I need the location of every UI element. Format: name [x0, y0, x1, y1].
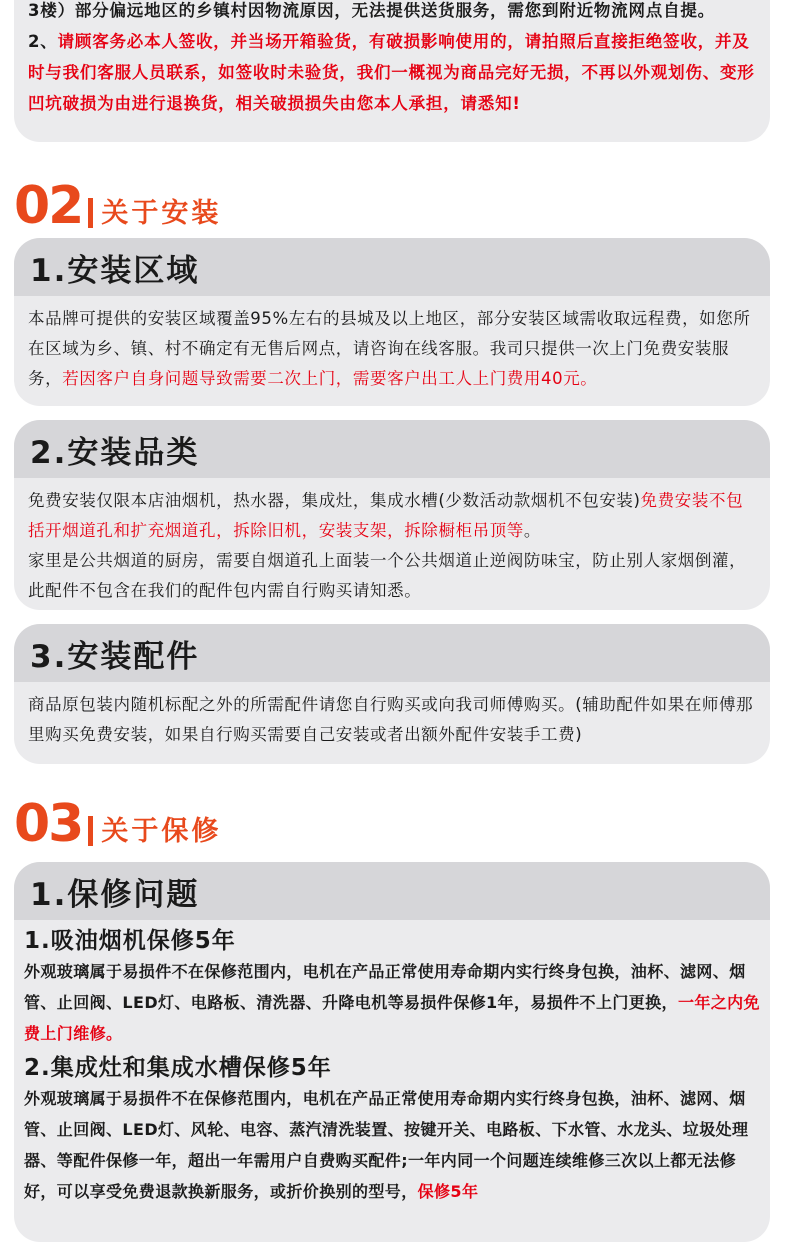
install-area-card [14, 238, 770, 406]
install-area-red-text: 若因客户自身问题导致需要二次上门，需要客户出工人上门费用40元。 [62, 369, 598, 388]
install-parts-text: 商品原包装内随机标配之外的所需配件请您自行购买或向我司师傅购买。(辅助配件如果在师傅那里购买免费安装，如果自行购买需要自己安装或者出额外配件安装手工费) [28, 695, 754, 744]
install-area-text: 本品牌可提供的安装区域覆盖95%左右的县城及以上地区，部分安装区域需收取远程费，如您所在区域为乡、镇、村不确定有无售后网点，请咨询在线客服。我司只提供一次上门免费安装服务， [28, 309, 751, 388]
install-category-end: 。 [523, 521, 542, 540]
section-number: 02 [14, 176, 83, 236]
warranty-item-1-title: 1.吸油烟机保修5年 [24, 928, 236, 954]
warranty-item-2-text: 外观玻璃属于易损件不在保修范围内，电机在产品正常使用寿命期内实行终身包换，油杯、滤网、烟管、止回阀、LED灯、风轮、电容、蒸汽清洗装置、按键开关、电路板、下水管、水龙头、垃圾处理器、等配件保修一年，超出一年需用户自费购买配件;一年内同一个问题连续维修三次以上都无法修好，可以享受免费退款换新服务，或折价换别的型号， [24, 1089, 749, 1201]
section-title: 关于安装 [101, 198, 222, 229]
install-parts-card [14, 624, 770, 764]
section-number: 03 [14, 794, 83, 854]
section-divider-bar [88, 816, 93, 846]
install-area-body [14, 296, 770, 404]
warranty-item-1-red-text: 一年之内免费上门维修。 [24, 993, 760, 1043]
install-category-card [14, 420, 770, 610]
install-category-text-2: 家里是公共烟道的厨房，需要自烟道孔上面装一个公共烟道止逆阀防味宝，防止别人家烟倒灌，此配件不包含在我们的配件包内需自行购买请知悉。 [28, 551, 747, 600]
install-category-body [14, 478, 770, 610]
install-category-text: 免费安装仅限本店油烟机，热水器，集成灶，集成水槽(少数活动款烟机不包安装) [28, 491, 641, 510]
warranty-item-2-red-text: 保修5年 [417, 1182, 479, 1201]
shipping-notice-card [14, 0, 770, 142]
install-category-red-text: 免费安装不包括开烟道孔和扩充烟道孔，拆除旧机，安装支架，拆除橱柜吊顶等 [28, 491, 744, 540]
shipping-notice-body [14, 0, 770, 119]
section-divider-bar [88, 198, 93, 228]
install-area-heading: 1.安装区域 [14, 238, 770, 296]
warranty-body [14, 920, 770, 1207]
section-title: 关于保修 [101, 816, 222, 847]
notice-point-2-text: 请顾客务必本人签收，并当场开箱验货，有破损影响使用的，请拍照后直接拒绝签收，并及时与我们客服人员联系，如签收时未验货，我们一概视为商品完好无损，不再以外观划伤、变形凹坑破损为由进行退换货，相关破损损失由您本人承担，请悉知! [28, 32, 755, 113]
warranty-item-2-title: 2.集成灶和集成水槽保修5年 [24, 1055, 332, 1081]
warranty-item-1-text: 外观玻璃属于易损件不在保修范围内，电机在产品正常使用寿命期内实行终身包换，油杯、滤网、烟管、止回阀、LED灯、电路板、清洗器、升降电机等易损件保修1年，易损件不上门更换， [24, 962, 746, 1012]
section-header-warranty [14, 790, 222, 854]
install-category-heading: 2.安装品类 [14, 420, 770, 478]
notice-line-2: 3楼）部分偏远地区的乡镇村因物流原因，无法提供送货服务，需您到附近物流网点自提。 [28, 1, 715, 20]
install-parts-body [14, 682, 770, 760]
section-header-install [14, 172, 222, 236]
install-parts-heading: 3.安装配件 [14, 624, 770, 682]
notice-point-2 [28, 26, 756, 119]
warranty-heading: 1.保修问题 [14, 862, 770, 920]
warranty-card [14, 862, 770, 1242]
notice-point-2-prefix: 2、 [28, 32, 58, 51]
